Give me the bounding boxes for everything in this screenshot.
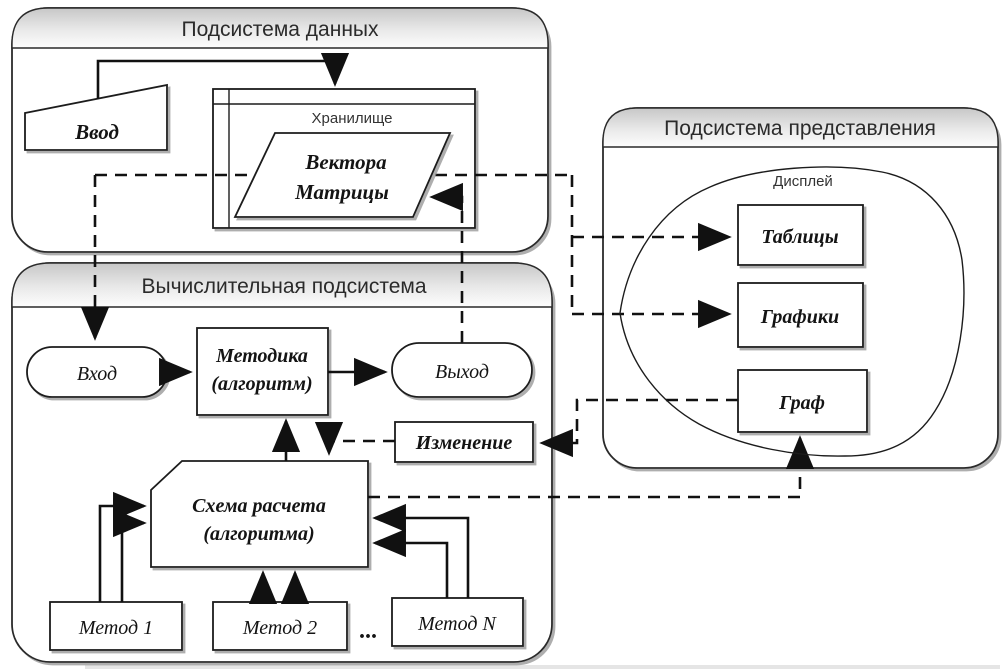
method2-label: Метод 2: [242, 617, 318, 639]
output-label: Выход: [435, 361, 489, 383]
change-label: Изменение: [415, 432, 513, 454]
graph-node: [738, 370, 867, 432]
vectors-label-line1: Вектора: [305, 150, 387, 174]
method2-node: [213, 602, 347, 650]
vectors-label-line2: Матрицы: [295, 180, 389, 204]
method1-label: Метод 1: [78, 617, 154, 639]
tables-node: [738, 205, 863, 265]
graph-label: Граф: [779, 392, 825, 414]
data-subsystem-title: Подсистема данных: [181, 18, 379, 41]
method-label-line2: (алгоритм): [211, 373, 313, 395]
charts-label: Графики: [760, 306, 840, 328]
output-node: [392, 343, 532, 397]
methodN-label: Метод N: [418, 613, 496, 635]
methodN-node: [392, 598, 523, 646]
vvod-label: Ввод: [75, 120, 119, 144]
charts-node: [738, 283, 863, 347]
tables-label: Таблицы: [761, 226, 839, 248]
scheme-label-line2: (алгоритма): [203, 523, 315, 545]
scheme-node: [151, 461, 368, 567]
scheme-label-line1: Схема расчета: [192, 495, 326, 517]
method1-node: [50, 602, 182, 650]
compute-subsystem-title: Вычислительная подсистема: [141, 275, 427, 298]
method-label-line1: Методика: [216, 345, 308, 367]
page-shadow: [85, 665, 1000, 669]
display-label: Дисплей: [773, 173, 833, 190]
method-node: [197, 328, 328, 415]
presentation-subsystem-title: Подсистема представления: [664, 117, 936, 140]
input-node: [27, 347, 167, 397]
methods-ellipsis: ...: [359, 618, 377, 644]
storage-label: Хранилище: [311, 110, 393, 127]
change-node: [395, 422, 533, 462]
method-box: [197, 328, 328, 415]
input-label: Вход: [76, 363, 118, 385]
